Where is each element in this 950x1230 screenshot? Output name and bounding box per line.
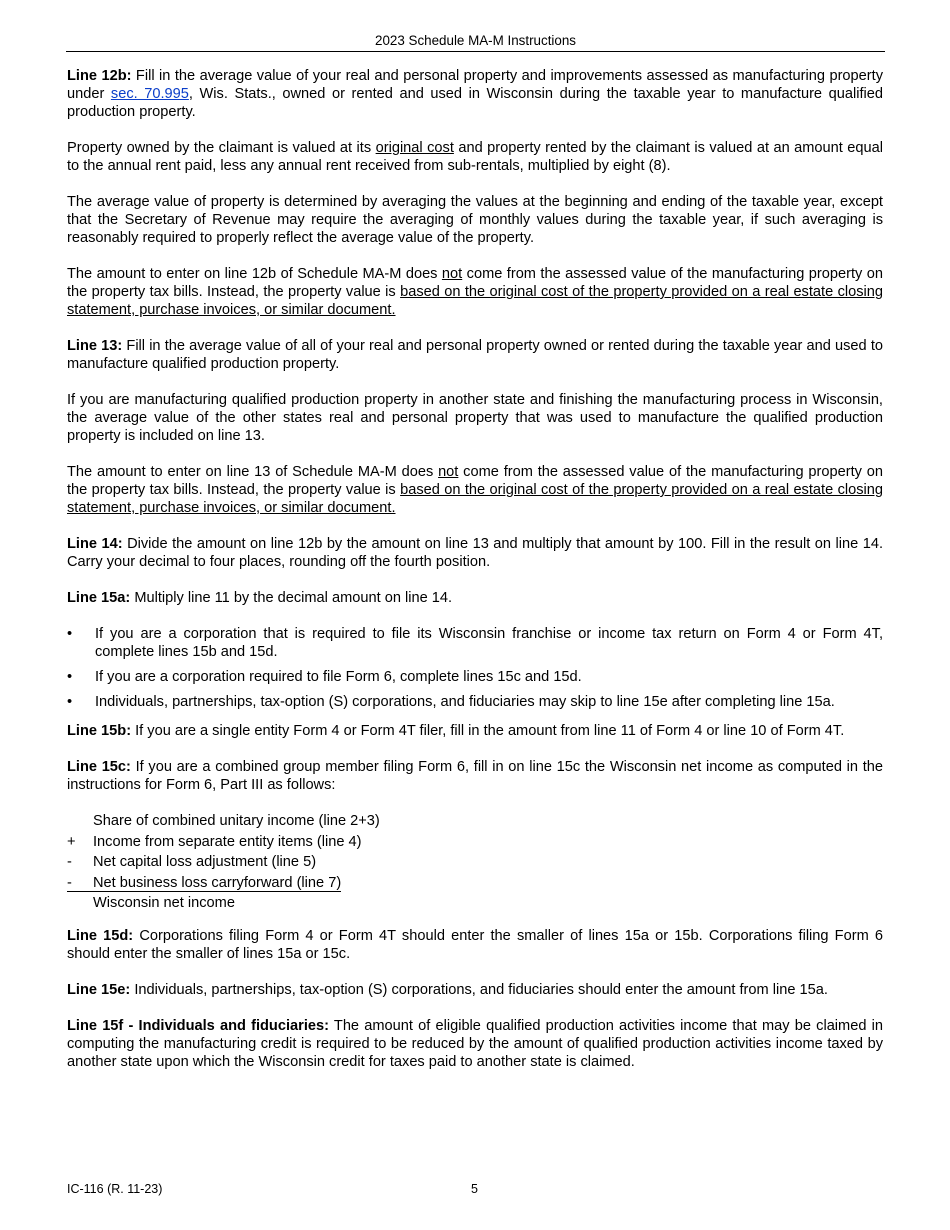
line15b-paragraph — [67, 722, 883, 740]
line12b-average-paragraph: The average value of property is determined by averaging the values at the beginning and ending of the taxable year, except that the Secretary of Revenue may require the averaging of monthly values during the taxable year, if such averaging is reasonably required to properly reflect the average value of the property. — [67, 194, 883, 246]
original-cost-basis-underline: based on the original cost of the property provided on a real estate closing statement, purchase invoices, or similar document. — [67, 284, 884, 318]
line15c-text: If you are a combined group member filing Form 6, fill in on line 15c the Wisconsin net income as computed in the instructions for Form 6, Part III as follows: — [67, 759, 883, 793]
line15e-label: Line 15e: — [67, 981, 131, 998]
line12b-p2-b: and property rented by the claimant is valued at an amount equal to the annual rent paid, less any annual rent received from sub-rentals, multiplied by eight (8). — [67, 140, 883, 174]
line12b-text-a: Fill in the average value of your real and personal property and improvements assessed as manufacturing property under — [67, 68, 883, 102]
line14-label: Line 14: — [67, 536, 123, 552]
line13-paragraph — [67, 337, 883, 373]
not-underline: not — [438, 464, 459, 480]
line15d-text: Corporations filing Form 4 or Form 4T should enter the smaller of lines 15a or 15b. Corporations filing Form 6 should enter the smaller of lines 15a or 15c. — [67, 927, 884, 962]
page-number: 5 — [471, 1182, 478, 1196]
line15d-label: Line 15d: — [67, 927, 134, 944]
line15a-paragraph — [67, 589, 883, 607]
list-item — [67, 625, 883, 661]
line12b-text-b: , Wis. Stats., owned or rented and used in Wisconsin during the taxable year to manufacture qualified production property. — [67, 86, 883, 120]
line15c-label: Line 15c: — [67, 759, 131, 775]
calc-operator: - — [67, 874, 72, 891]
line14-paragraph — [67, 535, 883, 571]
line13-label: Line 13: — [67, 338, 123, 354]
line15f-text: The amount of eligible qualified production activities income that may be claimed in computing the manufacturing credit is required to be reduced by the amount of qualified production activities income taxed by another state upon which the Wisconsin credit for taxes paid to another state is claimed. — [67, 1017, 883, 1070]
line15f-label: Line 15f - Individuals and fiduciaries: — [67, 1017, 329, 1034]
list-item — [67, 668, 883, 686]
calc-row-combined-unitary-income — [67, 812, 883, 833]
line13-text: Fill in the average value of all of your real and personal property owned or rented during the taxable year and used to manufacture qualified production property. — [67, 338, 883, 372]
line12b-p4-b: come from the assessed value of the manufacturing property on the property tax bills. Instead, the property value is — [67, 266, 883, 300]
line12b-paragraph — [67, 67, 883, 121]
line15c-paragraph — [67, 758, 883, 794]
line15b-label: Line 15b: — [67, 723, 132, 739]
calc-row-separate-entity-items — [67, 833, 883, 854]
calc-label: Income from separate entity items (line 4) — [93, 833, 362, 850]
list-item — [67, 693, 883, 711]
page-header — [66, 33, 885, 52]
not-underline: not — [441, 266, 463, 282]
calc-operator: - — [67, 854, 72, 870]
bullet-icon: • — [67, 694, 73, 710]
line15a-bullet-list — [67, 625, 883, 711]
bullet-text: If you are a corporation required to file Form 6, complete lines 15c and 15d. — [95, 669, 582, 685]
calc-row-wisconsin-net-income — [67, 894, 883, 915]
calc-row-net-capital-loss — [67, 853, 883, 874]
calc-label: Net capital loss adjustment (line 5) — [93, 854, 317, 870]
line13-other-state-paragraph: If you are manufacturing qualified production property in another state and finishing the manufacturing process in Wisconsin, the average value of the other states real and personal property that was used to manufacture the qualified production property is included on line 13. — [67, 392, 883, 444]
line12b-amount-paragraph — [67, 265, 883, 319]
line15e-paragraph — [67, 981, 883, 999]
statute-link[interactable]: sec. 70.995 — [110, 86, 189, 102]
line15e-text: Individuals, partnerships, tax-option (S) corporations, and fiduciaries should enter the amount from line 15a. — [130, 981, 828, 998]
instructions-body — [67, 67, 883, 1071]
line13-p3-b: come from the assessed value of the manufacturing property on the property tax bills. Instead, the property value is — [67, 464, 883, 498]
line13-p3-a: The amount to enter on line 13 of Schedule MA-M does — [67, 464, 439, 480]
line14-text: Divide the amount on line 12b by the amount on line 13 and multiply that amount by 100. Fill in the result on line 14. Carry your decimal to four places, rounding off the fourth position. — [67, 536, 884, 570]
calc-label: Share of combined unitary income (line 2+3) — [93, 813, 380, 829]
page-header-title: 2023 Schedule MA-M Instructions — [375, 33, 576, 48]
line12b-p2-a: Property owned by the claimant is valued at its — [67, 140, 376, 156]
calc-label: Wisconsin net income — [93, 895, 235, 911]
bullet-text: If you are a corporation that is required to file its Wisconsin franchise or income tax return on Form 4 or Form 4T, complete lines 15b and 15d. — [95, 626, 883, 660]
line15f-paragraph — [67, 1017, 883, 1071]
line12b-p4-a: The amount to enter on line 12b of Schedule MA-M does — [67, 266, 442, 282]
calc-underline — [67, 875, 341, 892]
wisconsin-net-income-calculation — [67, 812, 883, 915]
line15b-text: If you are a single entity Form 4 or Form 4T filer, fill in the amount from line 11 of Form 4 or line 10 of Form 4T. — [131, 723, 845, 739]
calc-row-net-business-loss — [67, 874, 883, 895]
line12b-label: Line 12b: — [67, 68, 132, 84]
line12b-owned-rented-paragraph — [67, 139, 883, 175]
bullet-text: Individuals, partnerships, tax-option (S) corporations, and fiduciaries may skip to line 15e after completing line 15a. — [95, 694, 835, 710]
calc-operator: + — [67, 833, 76, 850]
bullet-icon: • — [67, 669, 73, 685]
form-id: IC-116 (R. 11-23) — [67, 1182, 163, 1196]
line15d-paragraph — [67, 927, 883, 963]
bullet-icon: • — [67, 626, 73, 642]
calc-label: Net business loss carryforward (line 7) — [93, 874, 342, 891]
line15a-label: Line 15a: — [67, 590, 131, 606]
original-cost-underline: original cost — [375, 140, 454, 156]
original-cost-basis-underline: based on the original cost of the property provided on a real estate closing statement, purchase invoices, or similar document. — [67, 482, 884, 516]
line13-amount-paragraph — [67, 463, 883, 517]
line15a-text: Multiply line 11 by the decimal amount on line 14. — [130, 590, 453, 606]
